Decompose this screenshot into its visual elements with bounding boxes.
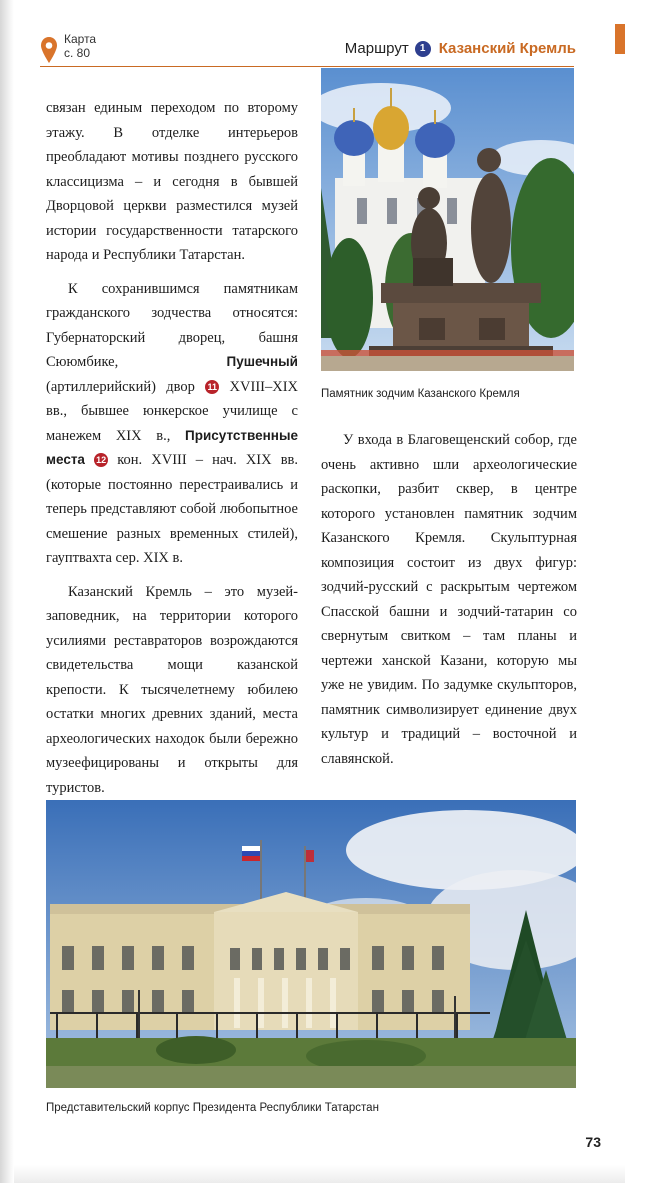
map-page: с. 80 <box>64 46 91 60</box>
route-title <box>345 40 576 57</box>
p2-text-a: К сохранившимся памятникам гражданского зодчества относятся: Губернаторский дворец, башня Сююмбике, <box>46 280 298 370</box>
left-paragraph-3: Казанский Кремль – это музей-заповедник, на территории которого усилиями реставраторов возрождаются свидетельства мощи казанской крепости. К тысячелетнему юбилею остатки многих древних зданий, места археологических находок были бережно музеефицированы и открыты для туристов. <box>46 583 298 796</box>
left-paragraph-2 <box>46 277 298 571</box>
poi-badge-12[interactable]: 12 <box>96 455 107 465</box>
poi-badge-11[interactable]: 11 <box>205 380 219 394</box>
p2-text-d: кон. XVIII – нач. XIX вв. (которые постоянно перестраивались и теперь представляют собой любопытное смешение разных временных стилей), гауптвахта сер. XIX в. <box>46 452 299 566</box>
map-pin-icon <box>40 36 58 64</box>
photo-monument <box>321 68 574 371</box>
page-bottom-shade <box>14 1165 625 1183</box>
page-gutter-shadow <box>0 0 14 1183</box>
route-number-badge: 1 <box>415 41 431 57</box>
page-number: 73 <box>585 1134 601 1150</box>
caption-presidential-building: Представительский корпус Президента Республики Татарстан <box>46 1102 379 1114</box>
building-illustration <box>46 800 576 1088</box>
poi-presence-places[interactable]: Присутственные места <box>46 427 298 467</box>
monument-illustration <box>321 68 574 371</box>
header-divider <box>40 66 574 67</box>
p2-text-b: (артиллерийский) двор <box>46 378 195 395</box>
route-name: Казанский Кремль <box>438 40 576 57</box>
map-label: Карта <box>64 32 97 46</box>
right-paragraph-1: У входа в Благовещенский собор, где очень активно шли археологические раскопки, разбит сквер, в центре которого установлен памятник зодчим Казанского Кремля. Скульптурная композиция состоит из двух фигур: зодчий-русский с раскрытым чертежом Спасской башни и зодчий-татарин со свернутым свитком – там планы и чертежи ханской Казани, которую мы уже не увидим. По задумке скульпторов, памятник символизирует единение двух культур и традиций – восточной и славянской. <box>321 432 577 767</box>
chapter-tab <box>615 24 625 54</box>
left-paragraph-1: связан единым переходом по второму этажу. В отделке интерьеров преобладают мотивы позднего русского классицизма – и сегодня в бывшей Дворцовой церкви разместился музей истории государственности татарского народа и Республики Татарстан. <box>46 100 298 263</box>
right-column <box>321 428 577 780</box>
caption-monument: Памятник зодчим Казанского Кремля <box>321 388 520 400</box>
map-reference-text <box>64 32 96 60</box>
left-column <box>46 96 298 809</box>
photo-presidential-building <box>46 800 576 1088</box>
p2-text-c: XVIII–XIX вв., бывшее юнкерское училище с манежем XIX в., <box>46 378 298 444</box>
poi-cannon-yard[interactable]: Пушечный <box>226 354 298 369</box>
route-label: Маршрут <box>344 40 409 57</box>
map-reference[interactable] <box>40 32 96 64</box>
